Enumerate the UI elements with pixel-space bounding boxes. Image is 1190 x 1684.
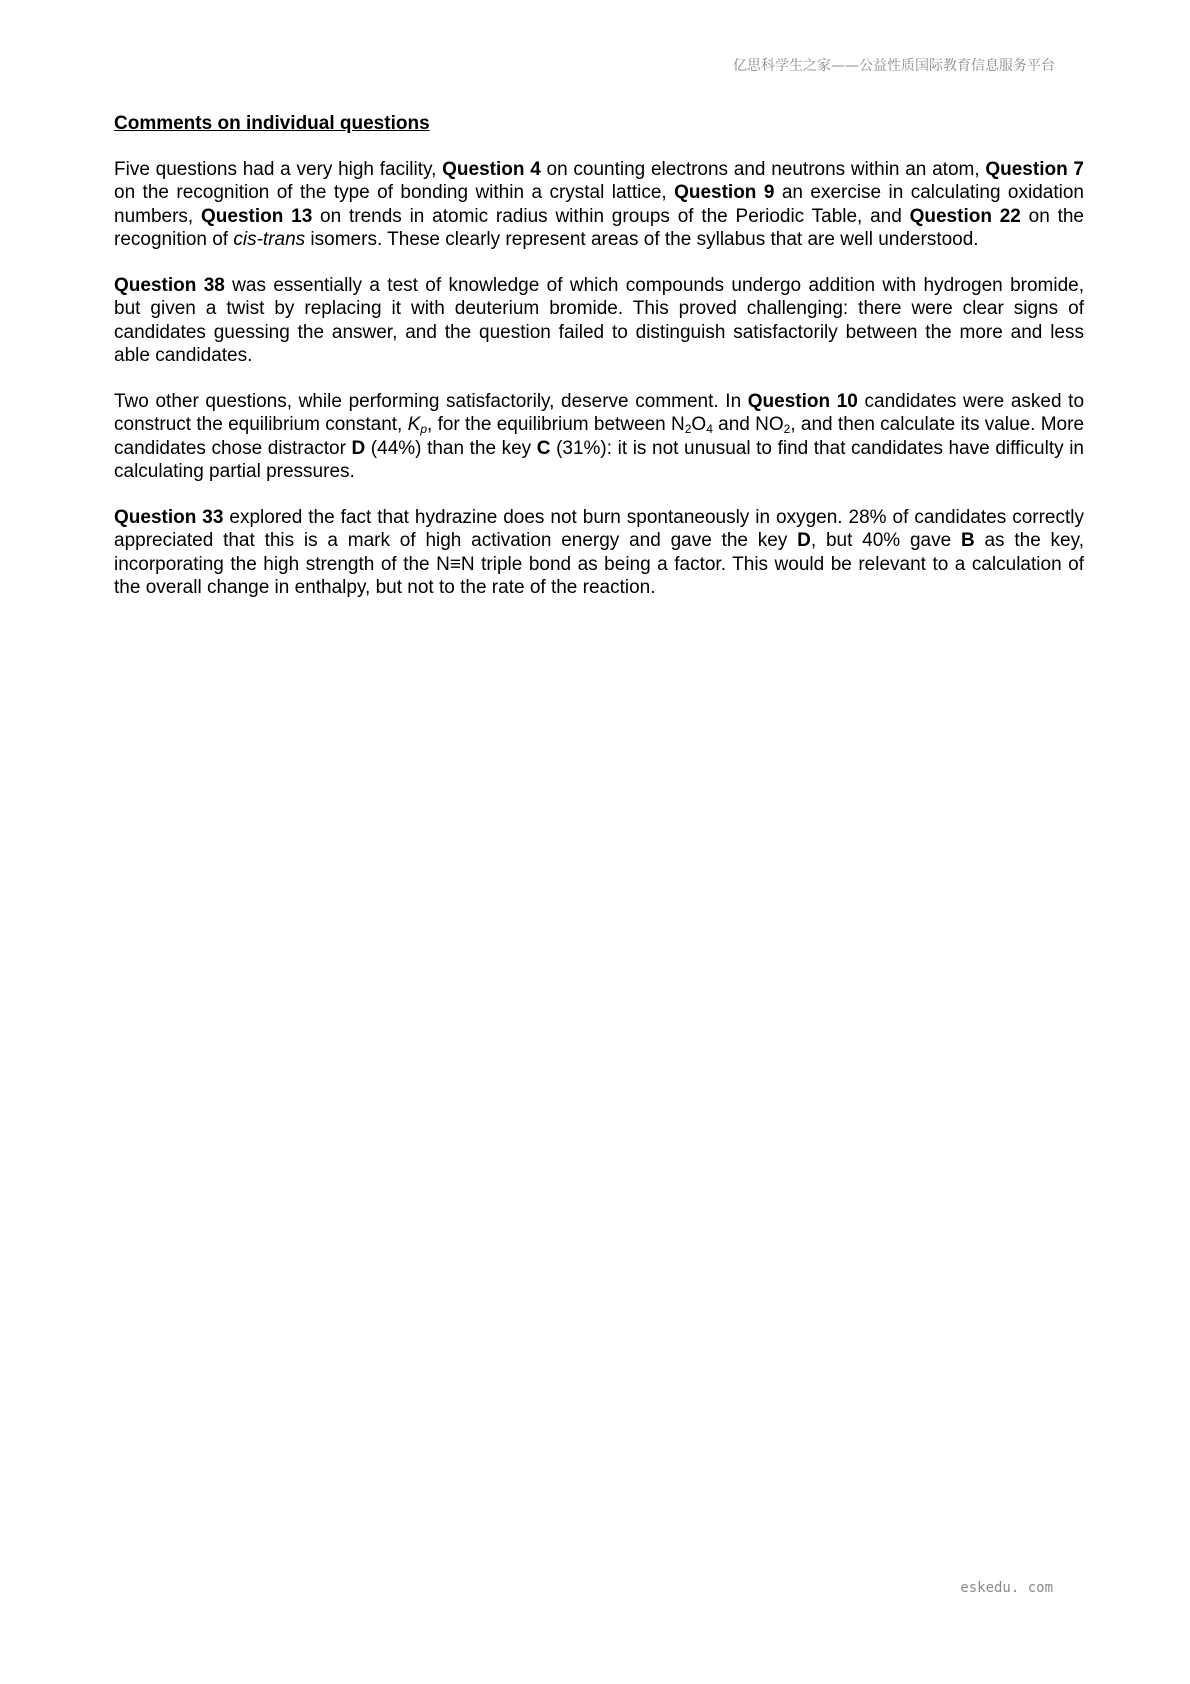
paragraph-question-33: [114, 506, 1084, 599]
text: , but 40% gave: [810, 530, 961, 552]
text: isomers. These clearly represent areas of the syllabus that are well understood.: [305, 228, 979, 250]
question-ref: Question 38: [114, 275, 225, 297]
text: an exercise in calculating oxidation numbers,: [114, 182, 1084, 227]
question-ref: Question 9: [674, 182, 775, 204]
paragraph-facility: [114, 158, 1084, 251]
option-letter: D: [351, 437, 366, 459]
kp-subscript: p: [420, 422, 427, 437]
subscript: 4: [706, 422, 713, 437]
kp-k: K: [407, 414, 421, 436]
option-letter: B: [960, 530, 975, 552]
question-ref: Question 7: [985, 159, 1084, 181]
text: on the recognition of the type of bonding within a crystal lattice,: [114, 182, 675, 204]
text: Two other questions, while performing satisfactorily, deserve comment. In: [114, 391, 748, 413]
text: , and then calculate its value. More candidates chose distractor: [114, 414, 1085, 459]
page-footer: eskedu. com: [960, 1580, 1053, 1596]
paragraph-question-10: [114, 390, 1084, 483]
document-body: [114, 112, 1084, 622]
question-ref: Question 22: [909, 205, 1021, 227]
option-letter: C: [536, 437, 551, 459]
page-header: 亿思科学生之家——公益性质国际教育信息服务平台: [733, 58, 1055, 74]
text: , for the equilibrium between N: [427, 414, 685, 436]
text: on the recognition of: [114, 205, 1085, 250]
text: and NO: [712, 414, 784, 436]
subscript: 2: [783, 422, 791, 437]
question-ref: Question 13: [201, 205, 313, 227]
text: Five questions had a very high facility,: [114, 159, 443, 181]
text: (31%): it is not unusual to find that candidates have difficulty in calculating partial pressures.: [114, 437, 1084, 482]
section-heading: Comments on individual questions: [114, 113, 430, 134]
kp-symbol: [408, 414, 427, 435]
text: (44%) than the key: [365, 437, 537, 459]
text: on trends in atomic radius within groups of the Periodic Table, and: [312, 205, 910, 227]
option-letter: D: [797, 530, 811, 552]
question-ref: Question 33: [114, 507, 224, 529]
text: on counting electrons and neutrons within an atom,: [540, 159, 986, 181]
text: as the key, incorporating the high strength of the N≡N triple bond as being a factor. This would be relevant to a calculation of the overall change in enthalpy, but not to the rate of the reaction.: [114, 530, 1084, 598]
subscript: 2: [684, 422, 692, 437]
question-ref: Question 4: [442, 159, 541, 181]
text: was essentially a test of knowledge of which compounds undergo addition with hydrogen bromide, but given a twist by replacing it with deuterium bromide. This proved challenging: there were clear signs of candidates guessing the answer, and the question failed to distinguish satisfactorily between the more and less able candidates.: [114, 275, 1085, 366]
question-ref: Question 10: [747, 391, 858, 413]
text: candidates were asked to construct the equilibrium constant,: [114, 391, 1085, 436]
text: explored the fact that hydrazine does not burn spontaneously in oxygen. 28% of candidates correctly appreciated that this is a mark of high activation energy and gave the key: [114, 507, 1084, 552]
paragraph-question-38: [114, 274, 1084, 367]
italic-term: cis-trans: [233, 228, 306, 250]
text: O: [691, 414, 707, 436]
